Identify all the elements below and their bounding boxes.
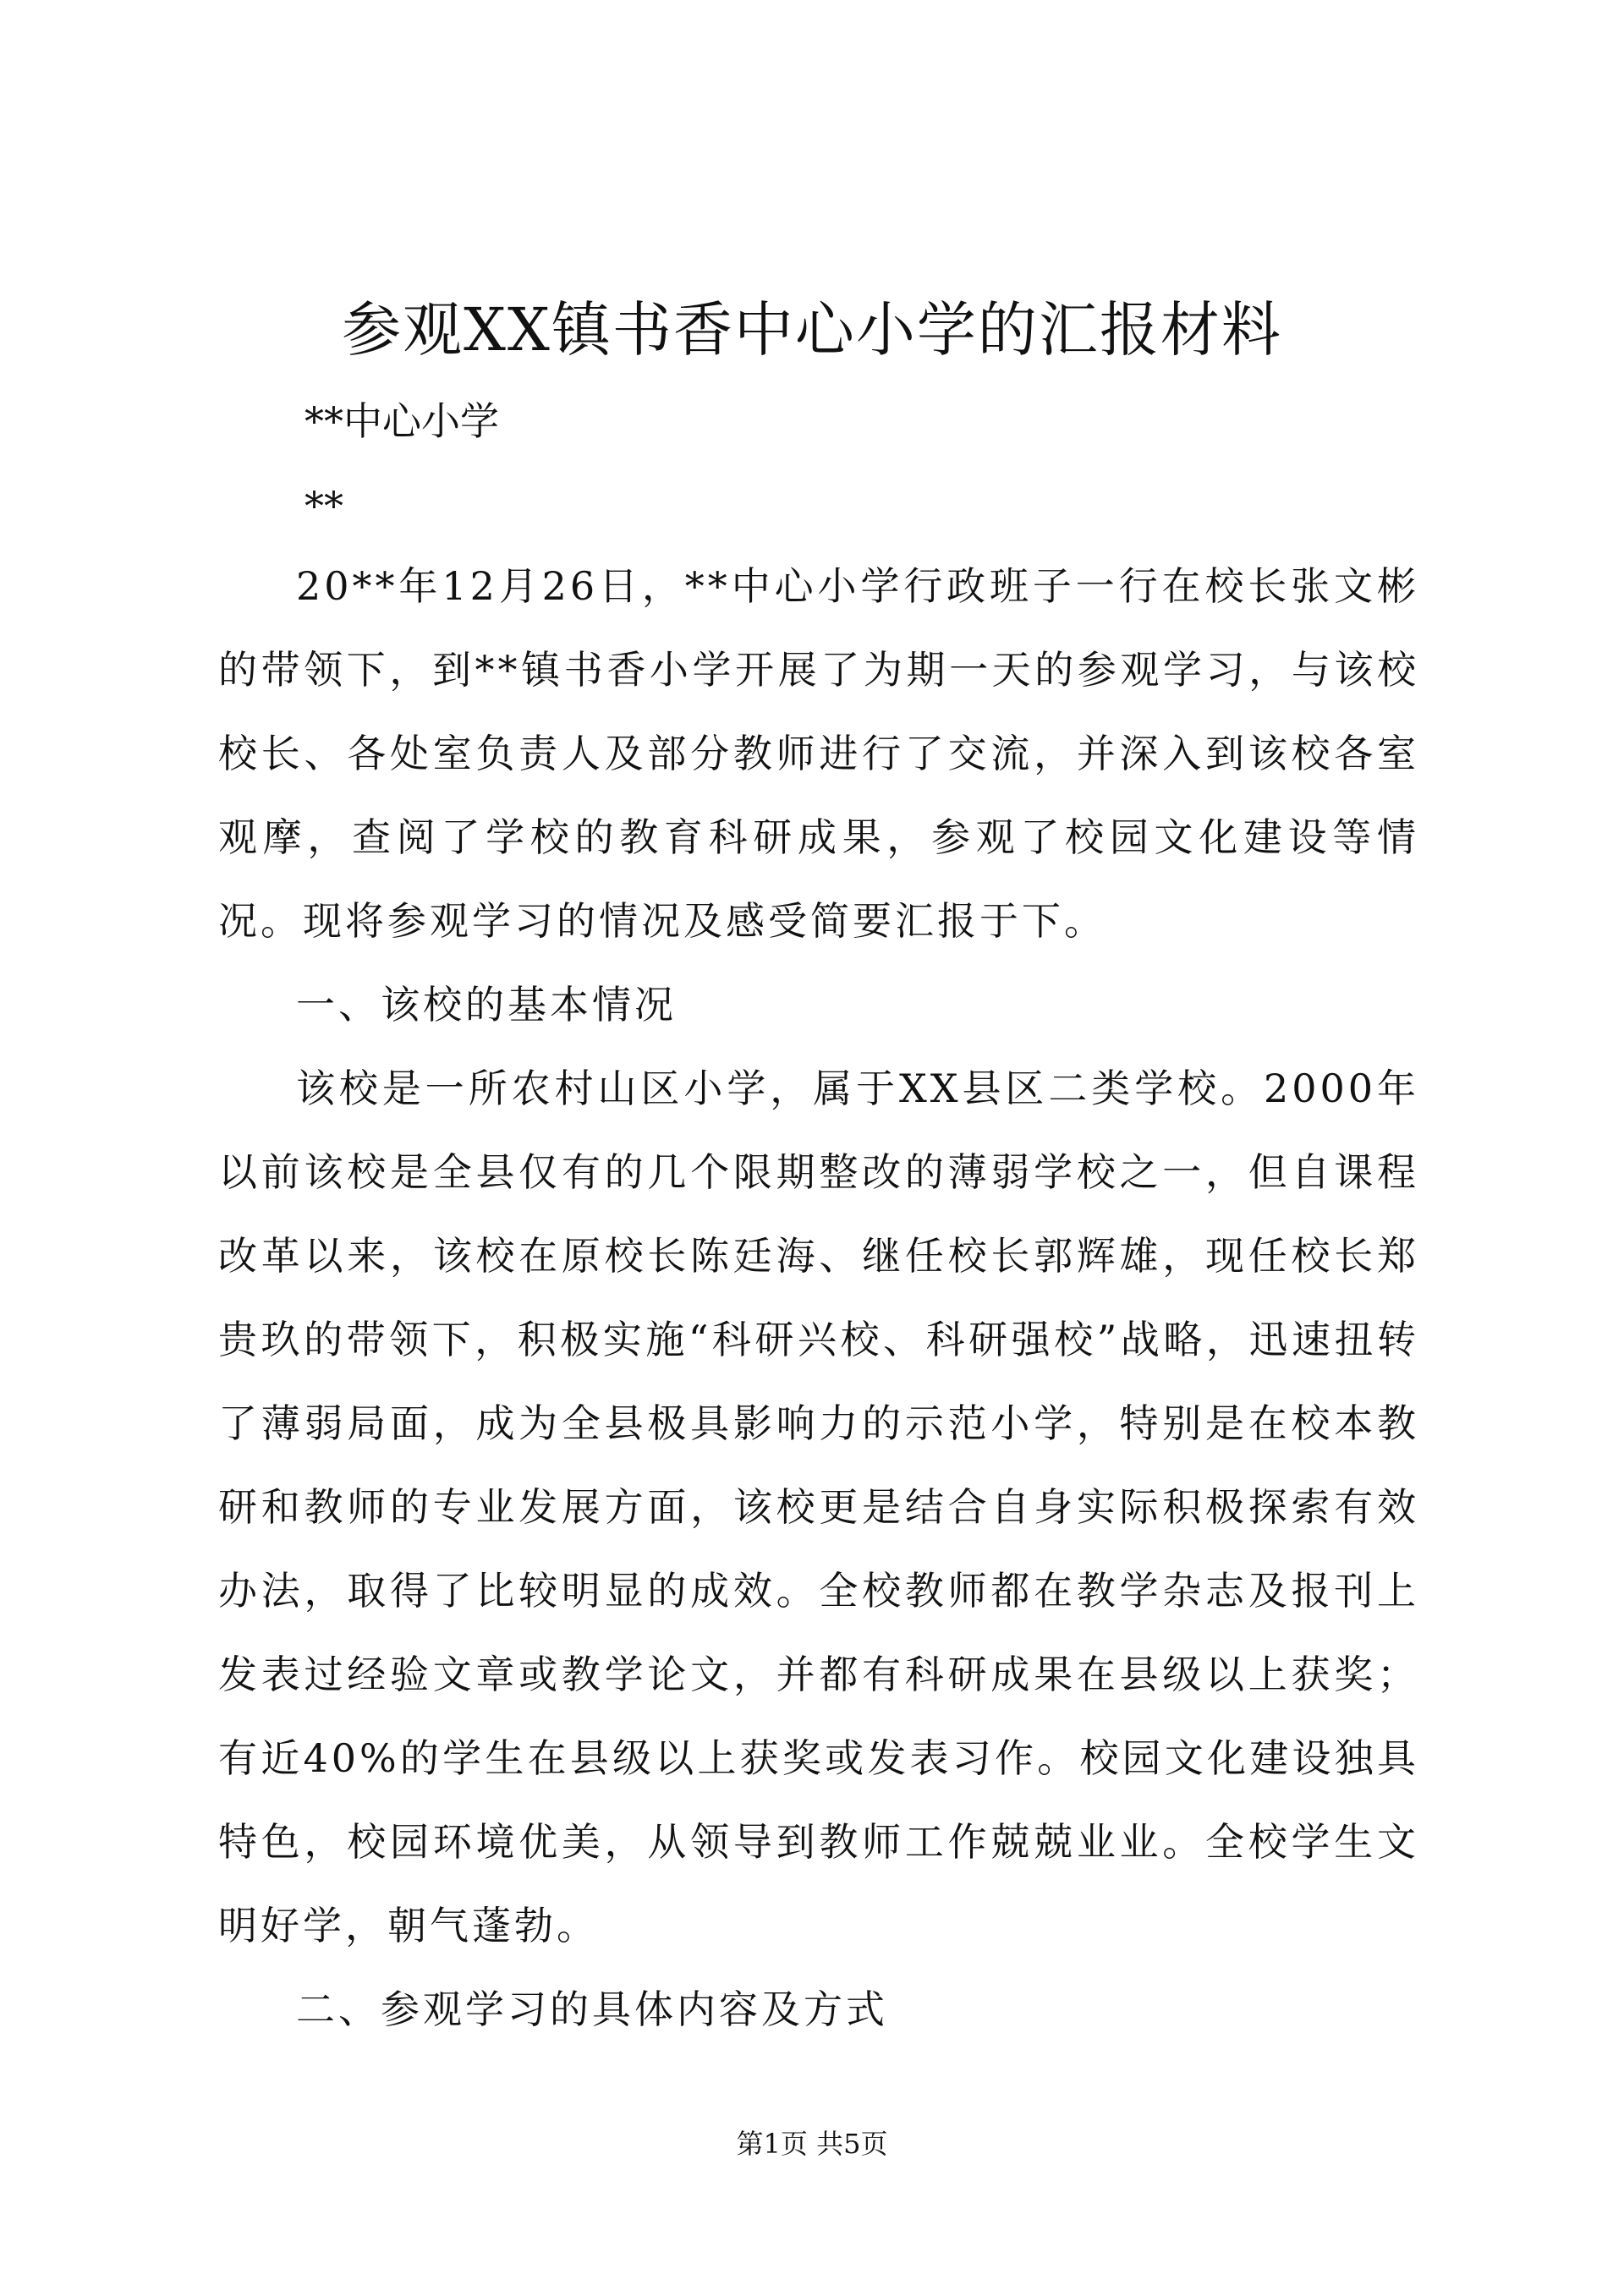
page-number-footer: 第1页 共5页 <box>736 2128 888 2160</box>
section-heading-2: 二、参观学习的具体内容及方式 <box>296 1986 888 2032</box>
paragraph-intro: 20**年12月26日，**中心小学行政班子一行在校长张文彬的带领下，到**镇书香小学开展了为期一天的参观学习，与该校校长、各处室负责人及部分教师进行了交流，并深入到该校各室观摩，查阅了学校的教育科研成果，参观了校园文化建设等情况。现将参观学习的情况及感受简要汇报于下。 <box>218 563 1419 944</box>
author-name: ** <box>304 483 343 529</box>
document-title: 参观XX镇书香中心小学的汇报材料 <box>342 295 1282 364</box>
school-name: **中心小学 <box>304 398 499 444</box>
paragraph-school-overview: 该校是一所农村山区小学，属于XX县区二类学校。2000年以前该校是全县仅有的几个限期整改的薄弱学校之一，但自课程改革以来，该校在原校长陈廷海、继任校长郭辉雄，现任校长郑贵玖的带领下，积极实施“科研兴校、科研强校”战略，迅速扭转了薄弱局面，成为全县极具影响力的示范小学，特别是在校本教研和教师的专业发展方面，该校更是结合自身实际积极探索有效办法，取得了比较明显的成效。全校教师都在教学杂志及报刊上发表过经验文章或教学论文，并都有科研成果在县级以上获奖；有近40%的学生在县级以上获奖或发表习作。校园文化建设独具特色，校园环境优美，从领导到教师工作兢兢业业。全校学生文明好学，朝气蓬勃。 <box>218 1066 1419 1948</box>
document-body <box>218 545 1419 2052</box>
section-heading-1: 一、该校的基本情况 <box>296 982 677 1027</box>
